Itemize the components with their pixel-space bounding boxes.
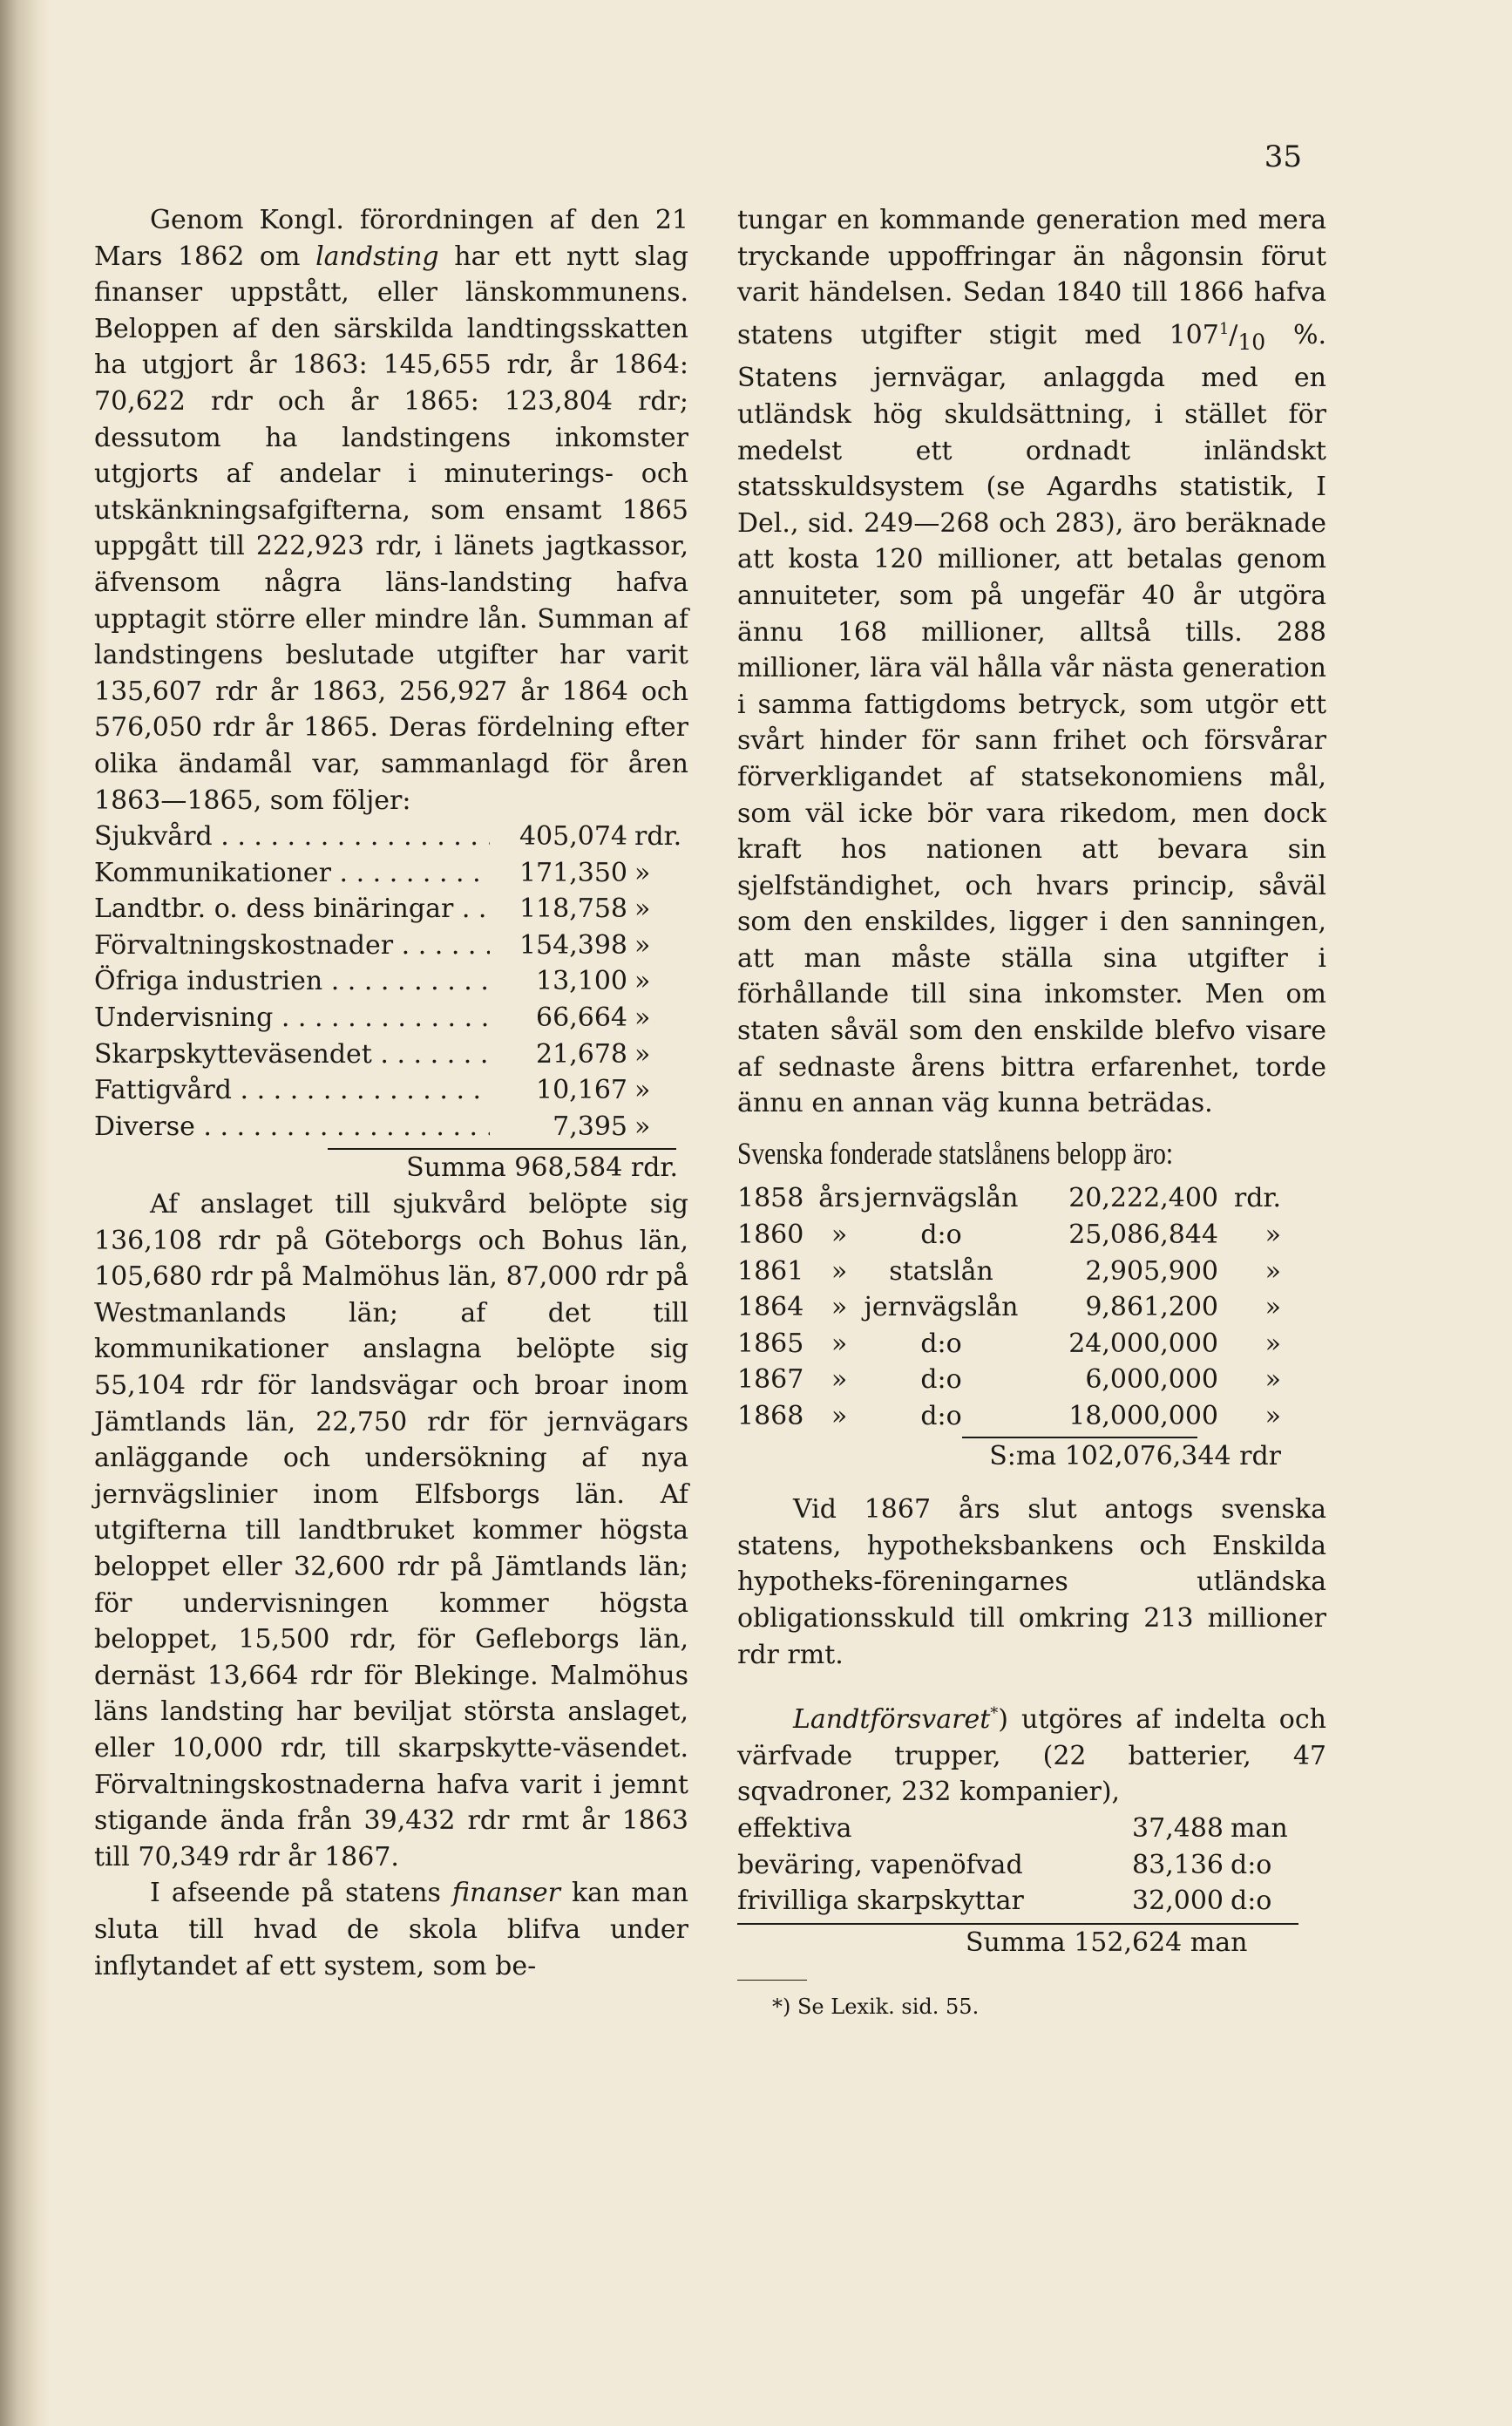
- loan-unit: »: [1265, 1364, 1281, 1396]
- expense-value: 7,395: [553, 1111, 627, 1142]
- fraction-slash: /: [1229, 319, 1238, 350]
- expense-value: 154,398: [519, 929, 627, 961]
- force-value: 37,488: [1132, 1812, 1224, 1844]
- force-value: 83,136: [1132, 1849, 1224, 1880]
- force-row: [737, 1811, 1326, 1847]
- loan-amount: 2,905,900: [1085, 1255, 1218, 1287]
- loan-year: 1858: [737, 1183, 804, 1214]
- loan-year: 1865: [737, 1328, 804, 1359]
- loan-type: d:o: [920, 1401, 962, 1431]
- loan-type: d:o: [920, 1328, 962, 1359]
- emphasis-landsting: landsting: [315, 241, 439, 272]
- expense-label: Skarpskytteväsendet . . .: [94, 1036, 490, 1073]
- expense-row: [94, 1109, 688, 1145]
- expense-unit: »: [634, 929, 651, 961]
- expense-value: 118,758: [519, 894, 627, 925]
- expense-unit: »: [634, 1002, 651, 1034]
- expense-unit: »: [634, 857, 651, 888]
- loan-type: jernvägslån: [864, 1183, 1019, 1214]
- force-row: [737, 1883, 1326, 1920]
- expense-unit: »: [634, 1038, 651, 1070]
- paragraph-defence: [737, 1695, 1326, 1811]
- paragraph-allocations: Af anslaget till sjukvård belöpte sig 136,108 rdr på Göteborgs och Bohus län, 105,680 rdr på Malmöhus län, 87,000 rdr på Westmanlands län; af det till kommunikationer anslagna belöpte sig 55,104 rdr för landsvägar och broar inom Jämtlands län, 22,750 rdr för jernvägars anläggande och undersökning af nya jernvägslinier inom Elfsborgs län. Af utgifterna till landtbruket kommer högsta beloppet eller 32,600 rdr på Jämtlands län; för undervisningen kommer högsta beloppet, 15,500 rdr, för Gefleborgs län, dernäst 13,664 rdr för Blekinge. Malmöhus läns landsting har beviljat största anslaget, eller 10,000 rdr, till skarpskytte-väsendet. Förvaltningskostnaderna hafva varit i jemnt stigande ända från 39,432 rdr rmt år 1863 till 70,349 rdr år 1867.: [94, 1189, 688, 1872]
- loan-amount: 25,086,844: [1068, 1220, 1218, 1251]
- expense-row: [94, 1000, 688, 1036]
- paragraph-text: I afseende på statens: [150, 1878, 452, 1909]
- loans-total: S:ma 102,076,344 rdr: [989, 1440, 1281, 1471]
- emphasis-landtforsvaret: Landtförsvaret: [793, 1704, 991, 1736]
- expense-row: [94, 1036, 688, 1073]
- force-row: [737, 1847, 1326, 1884]
- loan-type: jernvägslån: [864, 1292, 1019, 1323]
- loan-amount: 6,000,000: [1085, 1364, 1218, 1396]
- loan-unit: rdr.: [1233, 1183, 1281, 1214]
- footnote: *) Se Lexik. sid. 55.: [772, 1994, 980, 2020]
- loan-year: 1868: [737, 1401, 804, 1431]
- loan-unit: »: [1265, 1328, 1281, 1359]
- forces-total: Summa 152,624 man: [966, 1927, 1248, 1958]
- force-unit: d:o: [1231, 1849, 1272, 1880]
- expense-label: Sjukvård . . .: [94, 819, 490, 855]
- expense-unit: rdr.: [634, 821, 682, 853]
- expense-value: 66,664: [536, 1002, 627, 1034]
- paragraph-state-expenses: [737, 202, 1326, 1122]
- expense-value: 21,678: [536, 1038, 627, 1070]
- loan-amount: 24,000,000: [1068, 1328, 1218, 1359]
- expense-label: Landtbr. o. dess binäringar . . .: [94, 891, 490, 928]
- loan-row: [737, 1398, 1326, 1435]
- loan-mark: »: [831, 1220, 848, 1251]
- expense-row: [94, 819, 688, 855]
- loan-amount: 18,000,000: [1068, 1401, 1218, 1431]
- loan-mark: »: [831, 1364, 848, 1396]
- expense-row: [94, 963, 688, 1000]
- loan-type: d:o: [920, 1220, 962, 1251]
- paragraph-finances: [94, 1875, 688, 1984]
- expense-unit: »: [634, 966, 651, 997]
- force-label: beväring, vapenöfvad: [737, 1849, 1023, 1880]
- expense-row: [94, 928, 688, 964]
- paragraph-landsting: [94, 202, 688, 819]
- expense-label: Fattigvård . . .: [94, 1072, 490, 1109]
- loan-mark: »: [831, 1328, 848, 1359]
- force-label: frivilliga skarpskyttar: [737, 1886, 1024, 1917]
- loan-unit: »: [1265, 1401, 1281, 1431]
- loan-unit: »: [1265, 1255, 1281, 1287]
- paragraph-text: tungar en kommande generation med mera tryckande uppoffringar än någonsin förut varit händelsen. Sedan 1840 till 1866 hafva statens utgifter stigit med 107: [737, 205, 1326, 350]
- expense-unit: »: [634, 894, 651, 925]
- loan-unit: »: [1265, 1220, 1281, 1251]
- loan-row: [737, 1180, 1326, 1217]
- left-column: [94, 202, 688, 1984]
- paragraph-text: kan man sluta till hvad de skola blifva under inflytandet af ett system, som be-: [94, 1878, 688, 1981]
- expense-total: Summa 968,584 rdr.: [406, 1152, 678, 1184]
- forces-table: [737, 1811, 1326, 1961]
- loan-row: [737, 1326, 1326, 1363]
- expense-row: [94, 1072, 688, 1109]
- paragraph-text: %. Statens jernvägar, anlaggda med en utländsk hög skuldsättning, i stället för medelst ett ordnadt inländskt statsskuldsystem (se Agardhs statistik, I Del., sid. 249—268 och 283), äro beräknade att kosta 120 millioner, att betalas genom annuiteter, som på ungefär 40 år utgöra ännu 168 millioner, alltså tills. 288 millioner, lära väl hålla vår nästa generation i samma fattigdoms betryck, som utgör ett svårt hinder för sann frihet och försvårar förverkligandet af statsekonomiens mål, som väl icke bör vara rikedom, men dock kraft hos nationen att bevara sin sjelfständighet, och hvars princip, såväl som den enskildes, ligger i den sanningen, att man måste ställa sina utgifter i förhållande till sina inkomster. Men om staten såväl som den enskilde blefvo visare af sednaste årens bittra erfarenhet, torde ännu en annan väg kunna beträdas.: [737, 319, 1327, 1119]
- loan-mark: års: [818, 1183, 860, 1214]
- loan-mark: »: [831, 1401, 848, 1431]
- fraction-denominator: 10: [1237, 329, 1266, 355]
- loan-type: statslån: [889, 1255, 993, 1287]
- loans-heading: Svenska fonderade statslånens belopp äro:: [737, 1135, 1174, 1171]
- expense-row: [94, 855, 688, 892]
- paragraph-foreign-debt: Vid 1867 års slut antogs svenska statens, hypotheksbankens och Enskilda hypotheks-föreningarnes utländska obligationsskuld till omkring 213 millioner rdr rmt.: [737, 1494, 1326, 1670]
- force-label: effektiva: [737, 1812, 852, 1844]
- footnote-marker: *: [990, 1704, 999, 1723]
- paragraph-text: ) utgöres af indelta och värfvade trupper, (22 batterier, 47 sqvadroner, 232 kompanier),: [737, 1704, 1326, 1808]
- force-unit: man: [1231, 1812, 1288, 1844]
- loan-year: 1861: [737, 1255, 804, 1287]
- loan-row: [737, 1289, 1326, 1326]
- loan-row: [737, 1254, 1326, 1290]
- paragraph-text: Genom Kongl. förordningen af den 21 Mars 1862 om: [94, 205, 688, 272]
- footnote-rule: [737, 1980, 807, 1981]
- emphasis-finanser: finanser: [451, 1878, 560, 1909]
- paragraph-text: har ett nytt slag finanser uppstått, eller länskommunens. Beloppen af den särskilda landtingsskatten ha utgjort år 1863: 145,655 rdr, år 1864: 70,622 rdr och år 1865: 123,804 rdr; dessutom ha landstingens inkomster utgjorts af andelar i minuterings- och utskänkningsafgifterna, som ensamt 1865 uppgått till 222,923 rdr, i länets jagtkassor, äfvensom några läns-landsting hafva upptagit större eller mindre lån. Summan af landstingens beslutade utgifter har varit 135,607 rdr år 1863, 256,927 år 1864 och 576,050 rdr år 1865. Deras fördelning efter olika ändamål var, sammanlagd för åren 1863—1865, som följer:: [94, 241, 688, 816]
- expense-label: Förvaltningskostnader . . .: [94, 928, 490, 964]
- expense-unit: »: [634, 1111, 651, 1142]
- expense-value: 10,167: [536, 1075, 627, 1106]
- expense-label: Öfriga industrien . . .: [94, 963, 490, 1000]
- expense-row: [94, 891, 688, 928]
- loan-row: [737, 1362, 1326, 1398]
- fraction-numerator: 1: [1218, 319, 1230, 338]
- force-unit: d:o: [1231, 1886, 1272, 1917]
- expense-value: 171,350: [519, 857, 627, 888]
- loan-row: [737, 1217, 1326, 1254]
- loan-year: 1867: [737, 1364, 804, 1396]
- page-binding-edge: [0, 0, 51, 2426]
- loans-table: [737, 1180, 1326, 1474]
- expense-label: Undervisning . . .: [94, 1000, 490, 1036]
- right-column: [737, 202, 1326, 2026]
- expense-label: Kommunikationer . . .: [94, 855, 490, 892]
- expense-label: Diverse . . .: [94, 1109, 490, 1145]
- loan-mark: »: [831, 1255, 848, 1287]
- loan-year: 1864: [737, 1292, 804, 1323]
- expense-value: 13,100: [536, 966, 627, 997]
- loan-mark: »: [831, 1292, 848, 1323]
- loan-type: d:o: [920, 1364, 962, 1396]
- expense-value: 405,074: [519, 821, 627, 853]
- loan-amount: 20,222,400: [1068, 1183, 1218, 1214]
- loan-unit: »: [1265, 1292, 1281, 1323]
- expense-unit: »: [634, 1075, 651, 1106]
- loan-amount: 9,861,200: [1085, 1292, 1218, 1323]
- expense-table: [94, 819, 688, 1186]
- force-value: 32,000: [1132, 1886, 1224, 1917]
- page-number: 35: [1264, 139, 1302, 174]
- loan-year: 1860: [737, 1220, 804, 1251]
